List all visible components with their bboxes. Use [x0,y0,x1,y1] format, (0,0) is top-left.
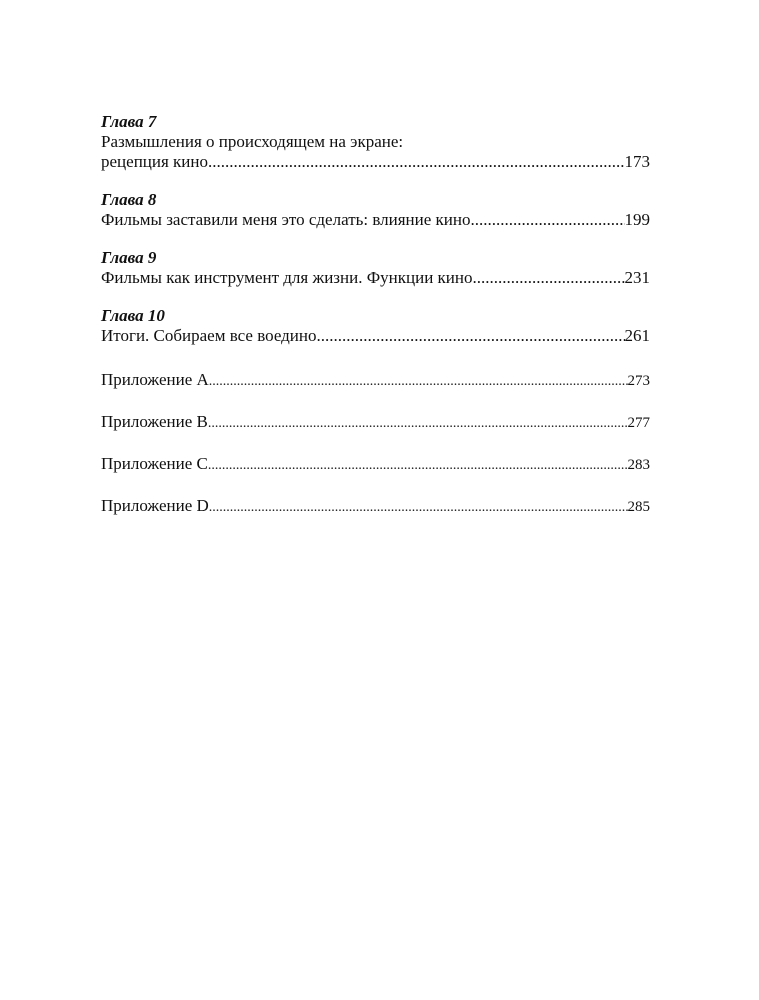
toc-entry[interactable] [101,370,650,390]
page-number: 199 [624,210,650,229]
toc-entry[interactable] [101,326,650,346]
page-number: 285 [627,499,650,515]
dot-leader [473,268,625,288]
chapter-label: Глава 7 [101,112,157,131]
appendix-d-block [101,496,650,516]
toc-entry[interactable] [101,454,650,474]
page-number: 273 [627,373,650,389]
toc-entry[interactable] [101,268,650,288]
chapter-title-text: Фильмы как инструмент для жизни. Функции кино [101,268,473,287]
toc-entry[interactable] [101,412,650,432]
dot-leader [208,152,624,172]
chapter-9-block [101,248,650,288]
toc-entry[interactable] [101,210,650,230]
page-number: 173 [624,152,650,171]
chapter-title-text: Фильмы заставили меня это сделать: влияние кино [101,210,471,229]
appendix-c-block [101,454,650,474]
dot-leader [208,412,628,434]
chapter-10-block [101,306,650,346]
page-number: 277 [627,415,650,431]
table-of-contents [101,112,650,538]
chapter-label: Глава 8 [101,190,157,209]
appendix-title-text: Приложение A [101,370,209,389]
dot-leader [471,210,625,230]
chapter-title-text: рецепция кино [101,152,209,171]
chapter-8-block [101,190,650,230]
dot-leader [209,370,628,392]
appendix-title-text: Приложение D [101,496,209,515]
page-number: 261 [624,326,650,345]
appendix-title-text: Приложение B [101,412,208,431]
page-number: 231 [624,268,650,287]
chapter-label: Глава 9 [101,248,157,267]
chapter-title-text: Итоги. Собираем все воедино [101,326,317,345]
chapter-title-line: Размышления о происходящем на экране: [101,132,404,151]
page-number: 283 [627,457,650,473]
chapter-7-block [101,112,650,172]
appendix-b-block [101,412,650,432]
toc-entry[interactable] [101,496,650,516]
dot-leader [209,496,628,518]
appendix-title-text: Приложение C [101,454,208,473]
dot-leader [208,454,628,476]
appendix-a-block [101,370,650,390]
dot-leader [317,326,625,346]
toc-entry[interactable] [101,152,650,172]
chapter-label: Глава 10 [101,306,165,325]
